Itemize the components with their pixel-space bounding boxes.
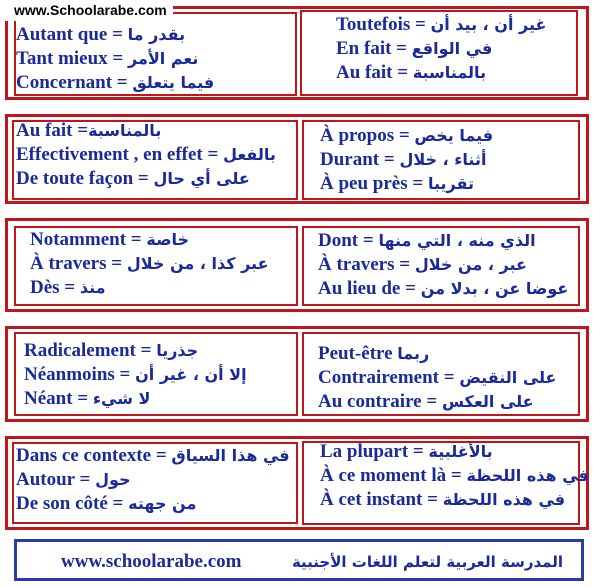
vocab-entry: Au lieu de = عوضا عن ، بدلا من (318, 278, 569, 299)
footer-slogan: المدرسة العربية لتعلم اللغات الأجنبية (291, 553, 563, 571)
vocab-entry: À propos = فيما يخص (320, 125, 494, 146)
vocab-entry: Contrairement = على النقيض (318, 367, 557, 388)
vocab-entry: À peu près = تقريبا (320, 173, 474, 194)
vocab-entry: Néanmoins = إلا أن ، غير أن (24, 364, 247, 385)
vocab-entry: À cet instant = في هذه اللحظة (320, 489, 566, 510)
vocab-entry: Autant que = بقدر ما (16, 24, 186, 45)
vocab-entry: Durant = أثناء ، خلال (320, 149, 487, 170)
vocab-entry: Effectivement , en effet = بالفعل (16, 144, 276, 165)
vocab-entry: Dès = منذ (30, 277, 106, 298)
vocab-entry: Dans ce contexte = في هذا السياق (16, 445, 290, 466)
vocab-entry: La plupart = بالأغلبية (320, 441, 493, 462)
vocab-entry: Au contraire = على العكس (318, 391, 534, 412)
footer-banner (14, 539, 584, 581)
vocab-entry: Au fait =بالمناسبة (16, 120, 162, 141)
vocab-entry: Autour = حول (16, 469, 131, 490)
footer-url-link[interactable]: www.schoolarabe.com (61, 551, 242, 572)
vocab-entry: Toutefois = غير أن ، بيد أن (336, 14, 547, 35)
vocab-entry: À ce moment là = في هذه اللحظة (320, 465, 589, 486)
vocab-entry: À travers = عبر ، من خلال (318, 254, 527, 275)
vocab-entry: Tant mieux = نعم الأمر (16, 48, 199, 69)
vocab-entry: En fait = في الواقع (336, 38, 493, 59)
vocab-entry: Néant = لا شيء (24, 388, 151, 409)
site-watermark: www.Schoolarabe.com (0, 0, 173, 21)
vocab-entry: À travers = عبر كذا ، من خلال (30, 253, 269, 274)
vocab-entry: Au fait = بالمناسبة (336, 62, 487, 83)
vocab-entry: De toute façon = على أي حال (16, 168, 250, 189)
vocab-entry: Dont = الذي منه ، التي منها (318, 230, 536, 251)
vocab-entry: De son côté = من جهته (16, 493, 197, 514)
vocab-entry: Notamment = خاصة (30, 229, 190, 250)
vocab-entry: Peut-être ربما (318, 343, 430, 364)
vocab-entry: Concernant = فيما يتعلق (16, 72, 215, 93)
vocab-entry: Radicalement = جذريا (24, 340, 199, 361)
